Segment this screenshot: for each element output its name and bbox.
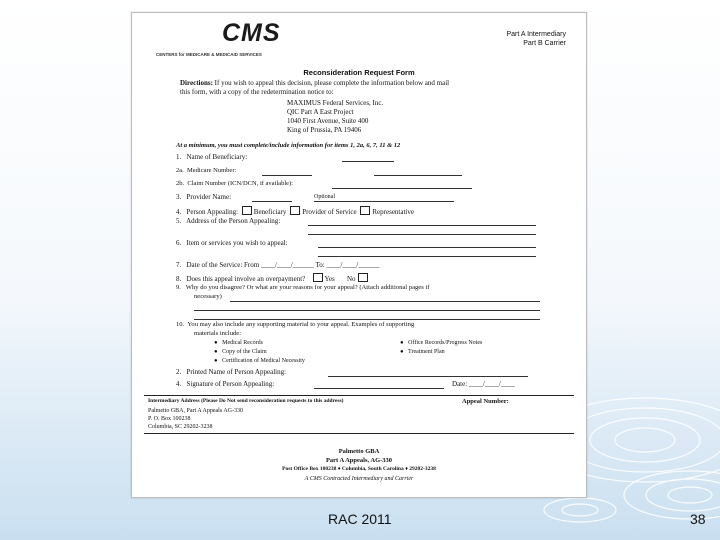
form-title: Reconsideration Request Form (303, 68, 415, 77)
optional-label: Optional (314, 194, 335, 200)
footer-line: Post Office Box 100238 ♦ Columbia, South Carolina ♦ 29202-3238 (282, 466, 436, 472)
item-printed-name: 2. Printed Name of Person Appealing: (176, 368, 287, 376)
yes-checkbox (313, 273, 323, 282)
intermediary-line: P. O. Box 100238 (148, 416, 191, 422)
item-3: 3. Provider Name: (176, 193, 232, 201)
reconsideration-form-scan (131, 12, 587, 498)
cms-logo: CMS (222, 19, 281, 47)
item-4: 4. Person Appealing: Beneficiary Provider of Service Representative (176, 208, 414, 216)
footer-line: A CMS Contracted Intermediary and Carrier (304, 476, 414, 482)
header-part-b: Part B Carrier (523, 40, 566, 47)
item-6: 6. Item or services you wish to appeal: (176, 239, 288, 247)
bullet-item: ● Treatment Plan (400, 349, 445, 355)
intermediary-line: Palmetto GBA, Part A Appeals AG-330 (148, 408, 243, 414)
minimum-note: At a minimum, you must complete/include information for items 1, 2a, 6, 7, 11 & 12 (176, 142, 401, 149)
cms-logo-subtitle: CENTERS for MEDICARE & MEDICAID SERVICES (156, 52, 262, 57)
item-7: 7. Date of the Service: From ____/____/______ To: ____/____/______ (176, 261, 380, 269)
footer-line: Part A Appeals, AG-330 (325, 457, 393, 464)
item-2b: 2b. Claim Number (ICN/DCN, if available): (176, 180, 293, 187)
address-line: King of Prussia, PA 19406 (287, 126, 362, 134)
intermediary-address-label: Intermediary Address (Please Do Not send reconsideration requests to this address) (148, 398, 344, 404)
bullet-item: ● Medical Records (214, 340, 263, 346)
item-10-continued: materials include: (194, 330, 242, 337)
date-label: Date: ____/____/____ (452, 380, 515, 388)
item-9: 9. Why do you disagree? Or what are your reasons for your appeal? (Attach additional pages if (176, 284, 430, 291)
beneficiary-checkbox (242, 206, 252, 215)
item-2a: 2a. Medicare Number: (176, 167, 237, 174)
item-1: 1. Name of Beneficiary: (176, 153, 248, 161)
appeal-number-label: Appeal Number: (462, 398, 509, 405)
item-5: 5. Address of the Person Appealing: (176, 217, 281, 225)
header-part-a: Part A Intermediary (506, 31, 566, 38)
representative-checkbox (360, 206, 370, 215)
intermediary-line: Columbia, SC 29202-3238 (148, 424, 213, 430)
address-line: MAXIMUS Federal Services, Inc. (287, 99, 384, 107)
bullet-item: ● Office Records/Progress Notes (400, 340, 483, 346)
item-10: 10. You may also include any supporting material to your appeal. Examples of supporting (176, 321, 415, 328)
no-checkbox (358, 273, 368, 282)
directions-line-2: this form, with a copy of the redetermination notice to: (180, 88, 334, 96)
directions-line-1: Directions: If you wish to appeal this decision, please complete the information below and mail (180, 79, 450, 87)
provider-checkbox (290, 206, 300, 215)
footer-line: Palmetto GBA (338, 448, 380, 455)
item-signature: 4. Signature of Person Appealing: (176, 380, 275, 388)
address-line: 1040 First Avenue, Suite 400 (287, 117, 369, 125)
slide-footer-text: RAC 2011 (328, 511, 392, 527)
bullet-item: ● Copy of the Claim (214, 349, 267, 355)
item-9-continued: necessary) (194, 293, 222, 300)
address-line: QIC Part A East Project (287, 108, 354, 116)
item-8: 8. Does this appeal involve an overpayment? Yes No (176, 273, 370, 283)
slide-page-number: 38 (690, 511, 706, 527)
bullet-item: ● Certification of Medical Necessity (214, 358, 305, 364)
